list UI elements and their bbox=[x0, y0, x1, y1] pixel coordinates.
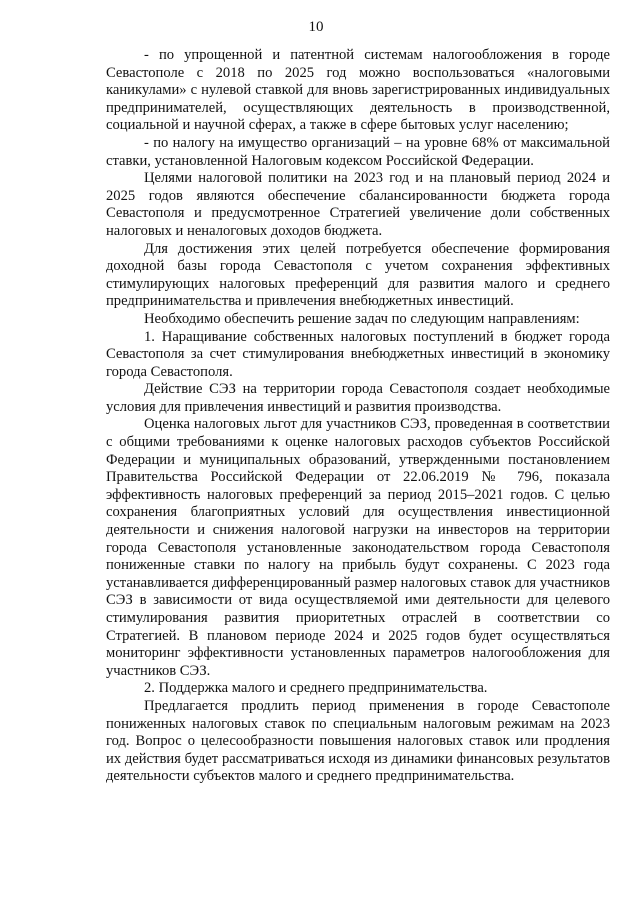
paragraph-sez-action: Действие СЭЗ на территории города Севастополя создает необходимые условия для привлечения инвестиций и развития производства. bbox=[106, 381, 610, 415]
paragraph-sme-rates: Предлагается продлить период применения в городе Севастополе пониженных налоговых ставок по специальным налоговым режимам на 2023 год. Вопрос о целесообразности повышения налоговых ставок или продления их действия будет рассматриваться исходя из динамики финансовых результатов деятельности субъектов малого и среднего предпринимательства. bbox=[106, 697, 610, 785]
page-number: 10 bbox=[308, 19, 324, 35]
paragraph-tasks-intro: Необходимо обеспечить решение задач по следующим направлениям: bbox=[144, 310, 580, 327]
paragraph-property-tax: - по налогу на имущество организаций – на уровне 68% от максимальной ставки, установленной Налоговым кодексом Российской Федерации. bbox=[106, 134, 610, 169]
paragraph-revenue-base: Для достижения этих целей потребуется обеспечение формирования доходной базы города Севастополя с учетом сохранения эффективных стимулирующих налоговых преференций для развития малого и среднего предпринимательства и привлечения внебюджетных инвестиций. bbox=[106, 240, 610, 310]
paragraph-policy-goals: Целями налоговой политики на 2023 год и на плановый период 2024 и 2025 годов являются обеспечение сбалансированности бюджета города Севастополя и предусмотренное Стратегией увеличение доли собственных налоговых и неналоговых доходов бюджета. bbox=[106, 170, 610, 239]
paragraph-task-1: 1. Наращивание собственных налоговых поступлений в бюджет города Севастополя за счет стимулирования внебюджетных инвестиций в экономику города Севастополя. bbox=[106, 328, 610, 380]
paragraph-sez-evaluation: Оценка налоговых льгот для участников СЭЗ, проведенная в соответствии с общими требованиями к оценке налоговых расходов субъектов Российской Федерации и муниципальных образований, утвержденными постановлением Правительства Российской Федерации от 22.06.2019 № 796, показала эффективность налоговых преференций за период 2015–2021 годов. С целью сохранения благоприятных условий для осуществления инвестиционной деятельности и снижения налоговой нагрузки на инвесторов на территории города Севастополя установленные законодательством города Севастополя пониженные ставки по налогу на прибыль будут сохранены. С 2023 года устанавливается дифференцированный размер налоговых ставок для участников СЭЗ в зависимости от вида осуществляемой ими деятельности для целевого стимулирования развития приоритетных отраслей в соответствии со Стратегией. В плановом периоде 2024 и 2025 годов будет осуществляться мониторинг эффективности установленных параметров налогообложения для участников СЭЗ. bbox=[106, 416, 610, 679]
paragraph-task-2: 2. Поддержка малого и среднего предпринимательства. bbox=[144, 680, 488, 697]
paragraph-simplified-patent-tax: - по упрощенной и патентной системам налогообложения в городе Севастополе с 2018 по 2025 год можно воспользоваться «налоговыми каникулами» с нулевой ставкой для вновь зарегистрированных индивидуальных предпринимателей, осуществляющих деятельность в производственной, социальной и научной сферах, а также в сфере бытовых услуг населению; bbox=[106, 47, 610, 134]
document-body bbox=[106, 47, 610, 786]
